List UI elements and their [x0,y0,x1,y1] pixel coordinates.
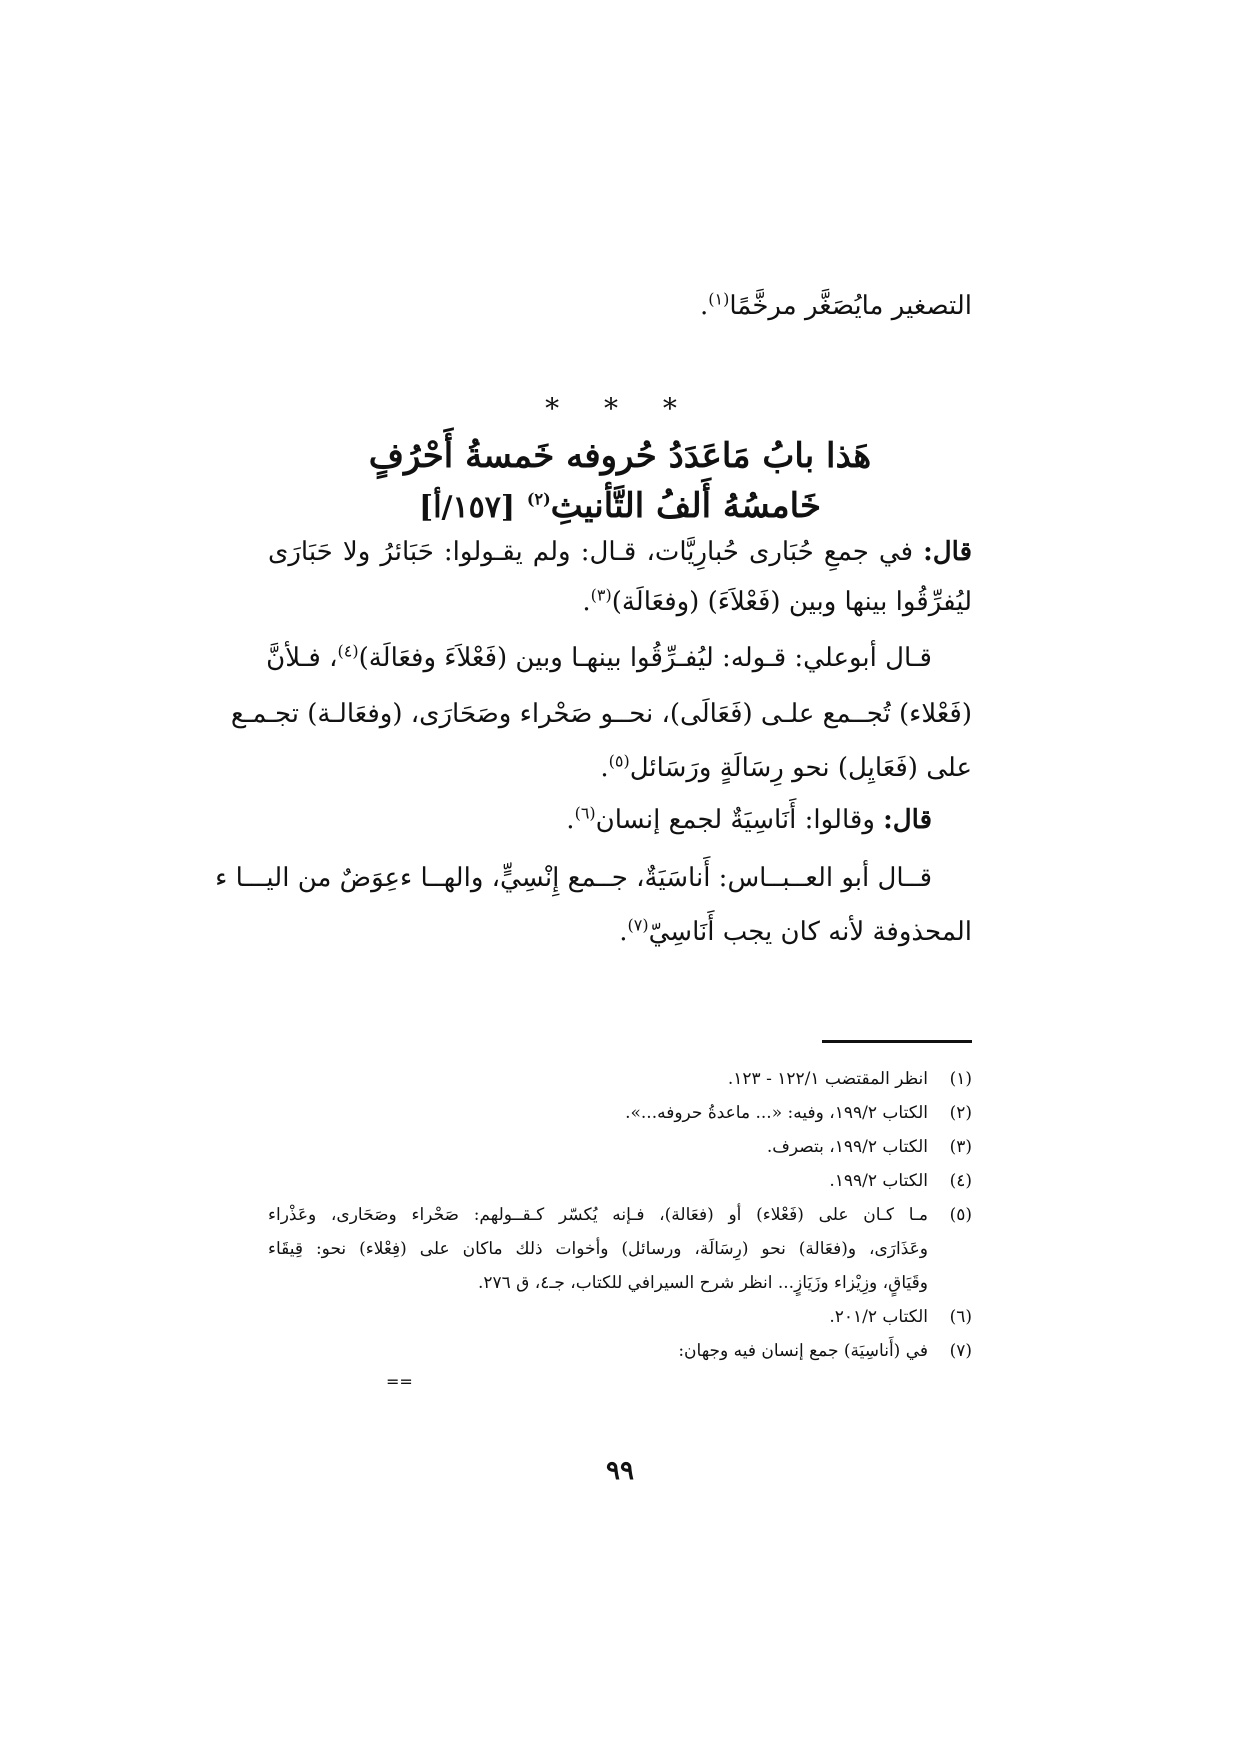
body-line-6-text: وقالوا: أَنَاسِيَةٌ لجمع إنسان [595,805,875,835]
body-line-1-text: في جمعِ حُبَارى حُبارِيَّات، قـال: ولم يقـولوا: حَبَائرُ ولا حَبَارَى [268,537,914,567]
footnote-ref-6: (٦) [574,803,596,823]
page-number: ٩٩ [606,1456,634,1486]
footnote-5 [268,1198,972,1232]
footnote-6 [268,1300,972,1334]
body-line-6-end: . [566,805,575,835]
chapter-heading-line-2 [268,480,972,534]
body-line-8 [268,912,972,952]
footnote-number: (٣) [949,1137,972,1157]
footnote-text: الكتاب ٢٠١/٢. [829,1307,928,1327]
footnote-text: مـا كـان على (فَعْلاء) أو (فعَالة)، فـإنه يُكسّر كـقــولهم: صَحْراء وصَحَارى، وعَذْراء [268,1205,928,1225]
footnote-number: (١) [949,1069,972,1089]
body-line-4: (فَعْلاء) تُجــمع علـى (فَعَالَى)، نحــو صَحْراء وصَحَارَى، (وفعَالـة) تجـمـع [230,699,972,729]
top-line-text: التصغير مايُصَغَّر مرخَّمًا [729,291,972,321]
footnote-text: وعَذَارَى، و(فعَالة) نحو (رِسَالَة، ورسائل) وأخوات ذلك ماكان على (فِعْلاء) نحو: قِيقَاء [268,1239,928,1259]
body-line-3-end: ، فـلأنَّ [266,643,338,673]
body-line-8-end: . [619,917,628,947]
footnote-text: في (أَناسِيَة) جمع إنسان فيه وجهان: [678,1341,928,1361]
body-line-5-text: على (فَعَايِل) نحو رِسَالَةٍ ورَسَائل [629,753,972,783]
footnote-text: الكتاب ١٩٩/٢، بتصرف. [766,1137,928,1157]
continuation-mark: == [386,1372,413,1391]
body-line-5-end: . [600,753,609,783]
footnote-ref-4: (٤) [337,641,359,661]
qala-keyword-2: قال: [883,805,932,835]
footnote-separator-rule [822,1040,972,1043]
footnote-number: (٥) [949,1205,972,1225]
body-line-2 [268,582,972,622]
footnote-3 [268,1130,972,1164]
footnote-5-continued [268,1232,972,1266]
body-line-7: قــال أبو العــبــاس: أَناسَيَةٌ، جــمع إِنْسِيٍّ، والهــا ءعِوَضٌ من اليـــا ء [215,863,932,893]
chapter-heading-line-1: هَذا بابُ مَاعَدَدُ حُروفه خَمسةُ أَحْرُفٍ [368,436,872,476]
footnote-number: (٤) [949,1171,972,1191]
footnote-1 [268,1062,972,1096]
body-line-2-text: ليُفرِّقُوا بينها وبين (فَعْلاَءَ) (وفعَالَة) [611,587,972,617]
footnote-text: الكتاب ١٩٩/٢، وفيه: «... ماعدةُ حروفه...». [625,1103,928,1123]
body-line-8-text: المحذوفة لأنه كان يجب أَنَاسِيّ [648,917,972,947]
footnote-ref-5: (٥) [608,751,630,771]
qala-keyword: قال: [923,537,972,567]
body-line-2-end: . [582,587,591,617]
footnote-text: انظر المقتضب ١٢٢/١ - ١٢٣. [727,1069,928,1089]
footnote-number: (٦) [949,1307,972,1327]
footnote-ref-1: (١) [708,289,730,309]
heading-line2-text: خَامسُهُ أَلفُ التَّأنيثِ [550,486,821,526]
footnote-number: (٧) [949,1341,972,1361]
footnote-text: وقَيَاقٍ، وزِيْزاء وزَيَازٍ... انظر شرح السيرافي للكتاب، جـ٤، ق ٢٧٦. [477,1273,928,1293]
footnote-2 [268,1096,972,1130]
footnote-5-continued-2 [268,1266,972,1300]
top-text-line [268,286,972,326]
folio-reference: [١٥٧/أ] [419,490,516,525]
section-separator: * * * [545,392,695,425]
footnote-4 [268,1164,972,1198]
top-line-end: . [700,291,709,321]
footnote-ref-7: (٧) [627,915,649,935]
body-line-3-text: قـال أبوعلي: قـوله: ليُفـرِّقُوا بينهـا وبين (فَعْلاَءَ وفعَالَة) [358,643,932,673]
footnote-number: (٢) [949,1103,972,1123]
body-line-5 [268,748,972,788]
footnote-ref-3: (٣) [590,585,612,605]
footnote-ref-2: (٢) [526,489,551,509]
footnote-7 [268,1334,972,1368]
body-line-6 [268,800,972,840]
body-line-3 [268,638,972,678]
footnote-text: الكتاب ١٩٩/٢. [829,1171,928,1191]
body-line-1 [268,532,972,572]
